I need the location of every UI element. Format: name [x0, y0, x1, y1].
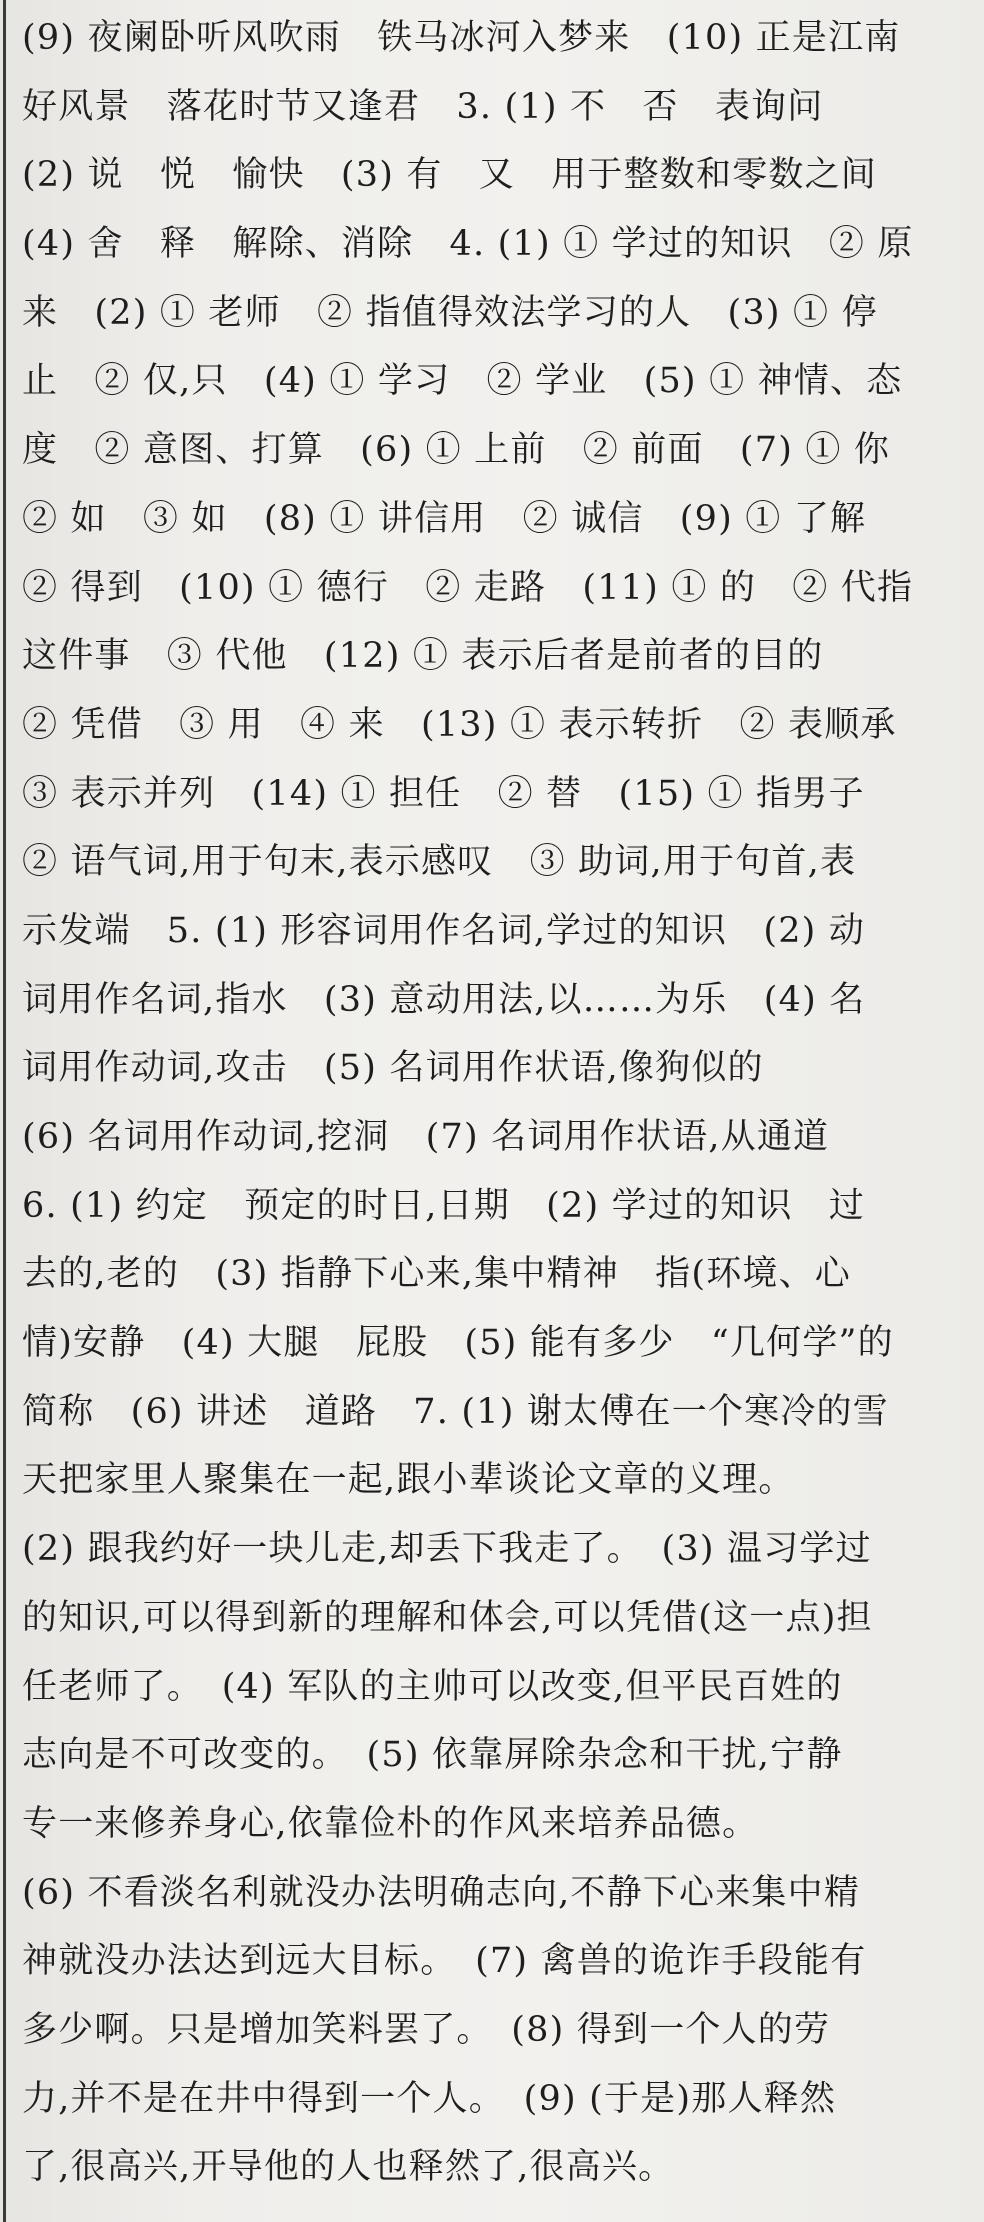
text-line-9: ② 得到 (10) ① 德行 ② 走路 (11) ① 的 ② 代指	[22, 567, 914, 608]
text-line-15: 词用作名词,指水 (3) 意动用法,以……为乐 (4) 名	[22, 979, 866, 1020]
text-line-10: 这件事 ③ 代他 (12) ① 表示后者是前者的目的	[22, 636, 824, 677]
text-line-28: (6) 不看淡名利就没办法明确志向,不静下心来集中精	[22, 1872, 861, 1913]
text-line-12: ③ 表示并列 (14) ① 担任 ② 替 (15) ① 指男子	[22, 773, 865, 814]
text-line-19: 去的,老的 (3) 指静下心来,集中精神 指(环境、心	[22, 1254, 852, 1295]
text-line-30: 多少啊。只是增加笑料罢了。 (8) 得到一个人的劳	[22, 2009, 831, 2050]
text-line-11: ② 凭借 ③ 用 ④ 来 (13) ① 表示转折 ② 表顺承	[22, 704, 897, 745]
text-line-14: 示发端 5. (1) 形容词用作名词,学过的知识 (2) 动	[22, 910, 866, 951]
text-line-13: ② 语气词,用于句末,表示感叹 ③ 助词,用于句首,表	[22, 842, 857, 883]
text-line-2: 好风景 落花时节又逢君 3. (1) 不 否 表询问	[22, 86, 824, 127]
text-line-21: 简称 (6) 讲述 道路 7. (1) 谢太傅在一个寒冷的雪	[22, 1391, 889, 1432]
text-line-16: 词用作动词,攻击 (5) 名词用作状语,像狗似的	[22, 1048, 764, 1089]
text-line-1: (9) 夜阑卧听风吹雨 铁马冰河入梦来 (10) 正是江南	[22, 18, 901, 58]
text-line-4: (4) 舍 释 解除、消除 4. (1) ① 学过的知识 ② 原	[22, 224, 914, 265]
text-line-6: 止 ② 仅,只 (4) ① 学习 ② 学业 (5) ① 神情、态	[22, 361, 903, 402]
text-line-23: (2) 跟我约好一块儿走,却丢下我走了。 (3) 温习学过	[22, 1529, 872, 1570]
answer-text-block	[22, 4, 972, 2202]
left-margin-rule	[3, 0, 6, 2222]
text-line-3: (2) 说 悦 愉快 (3) 有 又 用于整数和零数之间	[22, 155, 878, 196]
text-line-18: 6. (1) 约定 预定的时日,日期 (2) 学过的知识 过	[22, 1185, 866, 1226]
text-line-32: 了,很高兴,开导他的人也释然了,很高兴。	[22, 2147, 675, 2188]
text-line-26: 志向是不可改变的。 (5) 依靠屏除杂念和干扰,宁静	[22, 1735, 843, 1776]
text-line-29: 神就没办法达到远大目标。 (7) 禽兽的诡诈手段能有	[22, 1941, 867, 1982]
text-line-7: 度 ② 意图、打算 (6) ① 上前 ② 前面 (7) ① 你	[22, 430, 891, 471]
text-line-8: ② 如 ③ 如 (8) ① 讲信用 ② 诚信 (9) ① 了解	[22, 498, 867, 539]
text-line-5: 来 (2) ① 老师 ② 指值得效法学习的人 (3) ① 停	[22, 292, 878, 333]
text-line-25: 任老师了。 (4) 军队的主帅可以改变,但平民百姓的	[22, 1666, 843, 1707]
text-line-27: 专一来修养身心,依靠俭朴的作风来培养品德。	[22, 1803, 759, 1844]
text-line-31: 力,并不是在井中得到一个人。 (9) (于是)那人释然	[22, 2078, 837, 2119]
text-line-24: 的知识,可以得到新的理解和体会,可以凭借(这一点)担	[22, 1597, 873, 1638]
text-line-20: 情)安静 (4) 大腿 屁股 (5) 能有多少 “几何学”的	[22, 1323, 894, 1364]
text-line-22: 天把家里人聚集在一起,跟小辈谈论文章的义理。	[22, 1460, 795, 1501]
text-line-17: (6) 名词用作动词,挖洞 (7) 名词用作状语,从通道	[22, 1117, 830, 1157]
